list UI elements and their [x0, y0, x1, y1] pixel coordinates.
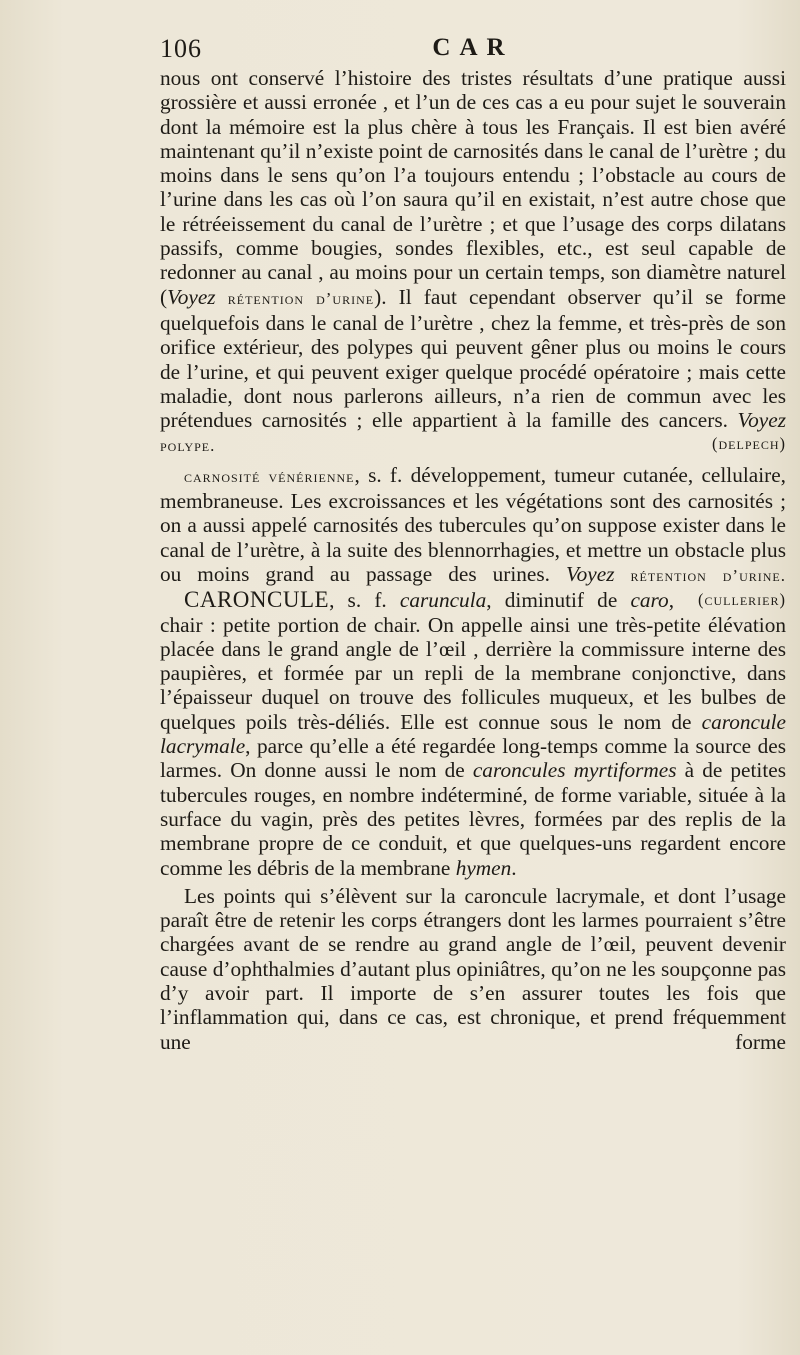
entry-headword: carnosité vénérienne — [184, 466, 355, 486]
text-run: nous ont conservé l’histoire des tristes résultats d’une pratique aussi grossière et aussi erronée , et l’un de ces cas a eu pour sujet le souverain dont la mémoire est la plus chère à tous les Français. Il est bien avéré maintenant qu’il n’existe point de carnosités dans le canal de l’urètre ; du moins dans le sens qu’on l’a toujours entendu ; l’obstacle au cours de l’urine dans les cas où l’on saura qu’il en existait, n’est autre chose que le rétréeissement du canal de l’urètre ; et que l’usage des corps dilatans passifs, comme bougies, sondes flexibles, etc., est seul capable de redonner au canal , au moins pour un certain temps, son diamètre naturel ( — [160, 66, 786, 309]
text-run: . — [511, 855, 517, 880]
text-run: , s. f. développement, tumeur cutanée, cellulaire, membraneuse. Les excroissances et les végétations sont des carnosités ; on a aussi appelé carnosités des tubercules qu’on suppose exister dans le canal de l’urètre, à la suite des blennorrhagies, et mettre un obstacle plus ou moins grand au passage des urines. — [160, 462, 786, 586]
main-text — [160, 66, 786, 1054]
text-run: ). Il faut cependant observer qu’il se forme quelquefois dans le canal de l’urètre , chez la femme, et très-près de son orifice extérieur, des polypes qui peuvent gêner plus ou moins le cours de l’urine, et qui peuvent exiger quelque procédé opératoire ; mais cette maladie, dont nous parlerons ailleurs, n’a rien de commun avec les prétendues carnosités ; elle appartient à la famille des cancers. — [160, 284, 787, 433]
entry-caroncule — [160, 588, 786, 880]
entry-headword: CARONCULE — [184, 587, 330, 613]
paragraph-points-lacrymaux — [160, 884, 786, 1054]
text-run: à de petites tubercules rouges, en nombre indéterminé, de forme variable, située à la surface du vagin, près des petites lèvres, formées par des replis de la membrane propre de ce conduit, et que quelques-uns regardent encore comme les débris de la membrane — [160, 758, 786, 880]
text-run: , parce qu’elle a été regardée long-temps comme la source des larmes. On donne aussi le nom de — [160, 734, 786, 783]
text-run: , chair : petite portion de chair. On appelle ainsi une très-petite élévation placée dans le grand angle de l’œil , derrière la commissure interne des paupières, et formée par un repli de la membrane conjonctive, dans l’épaisseur duquel on trouve des follicules muqueux, et les bulbes de quelques poils très-déliés. Elle est connue sous le nom de — [160, 588, 786, 734]
latin-term: caro — [630, 588, 669, 613]
voyez-italic: Voyez — [566, 561, 615, 586]
cross-reference: polype. — [160, 436, 216, 456]
latin-term: caruncula — [399, 588, 487, 613]
page-number: 106 — [160, 34, 202, 63]
voyez-italic: Voyez — [167, 284, 216, 309]
italic-term: caroncule lacrymale — [160, 709, 786, 759]
cross-reference: rétention d’urine. — [630, 565, 787, 585]
voyez-italic: Voyez — [737, 408, 786, 433]
cross-reference: rétention d’urine — [227, 288, 375, 308]
author-signature: (delpech) — [712, 434, 786, 454]
italic-term: caroncules myrtiformes — [472, 758, 677, 783]
author-signature: (cullerier) — [698, 590, 786, 610]
page-header — [160, 34, 786, 68]
running-head: CAR — [432, 34, 514, 61]
italic-term: hymen — [455, 855, 512, 880]
text-run: , diminutif de — [486, 588, 631, 613]
paragraph-carnosite-continued — [160, 66, 786, 459]
text-run: , s. f. — [329, 588, 400, 613]
text-run: Les points qui s’élèvent sur la caroncule lacrymale, et dont l’usage paraît être de retenir les corps étrangers dont les larmes pourraient s’être chargées avant de se rendre au grand angle de l’œil, peuvent devenir cause d’ophthalmies d’autant plus opiniâtres, qu’on ne les soupçonne pas d’y avoir part. Il importe de s’en assurer toutes les fois que l’inflammation qui, dans ce cas, est chronique, et prend fréquemment une forme — [160, 883, 786, 1054]
